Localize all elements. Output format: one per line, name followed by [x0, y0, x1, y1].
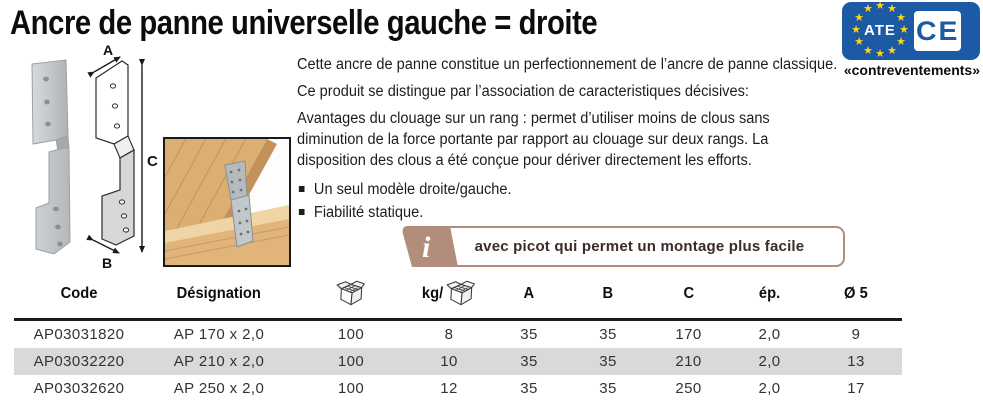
feature-list: [299, 178, 842, 224]
eu-star-icon: ★: [887, 3, 897, 15]
cell-ep: 2,0: [758, 353, 781, 370]
page-title: Ancre de panne universelle gauche = droite: [10, 4, 598, 42]
eu-star-icon: ★: [875, 48, 885, 60]
dimension-drawing: [86, 44, 166, 269]
cell-designation: AP 250 x 2,0: [173, 380, 265, 397]
info-banner-text: avec picot qui permet un montage plus facile: [474, 238, 805, 255]
cell-c: 170: [675, 326, 702, 343]
feature-item: Un seul modèle droite/gauche.: [299, 178, 842, 201]
cell-c: 210: [675, 353, 702, 370]
table-row: [14, 348, 902, 375]
ce-mark: [914, 11, 961, 51]
cell-a: 35: [520, 380, 538, 397]
cell-diameter: 13: [847, 353, 865, 370]
cell-designation: AP 170 x 2,0: [173, 326, 265, 343]
eu-star-icon: ★: [896, 12, 906, 24]
eu-star-icon: ★: [854, 36, 864, 48]
description-block: [297, 54, 842, 224]
ce-label: CE: [915, 15, 960, 46]
eu-star-icon: ★: [863, 3, 873, 15]
dim-label-c: C: [147, 153, 158, 170]
eu-star-icon: ★: [863, 45, 873, 57]
cell-designation: AP 210 x 2,0: [173, 353, 265, 370]
certification-badge: [842, 2, 980, 78]
ate-label: ATE: [864, 22, 896, 39]
cell-qty: 100: [337, 326, 365, 343]
description-line: diminution de la force portante par rapport au clouage sur deux rangs. La: [297, 131, 769, 148]
table-row: [14, 375, 902, 401]
col-header-designation: Désignation: [144, 270, 294, 320]
product-photo: [6, 52, 88, 267]
eu-star-icon: ★: [875, 2, 885, 12]
info-banner-box: [434, 226, 845, 267]
ate-logo: [842, 2, 980, 60]
bullet-square-icon: [299, 209, 305, 215]
description-line: Avantages du clouage sur un rang : permet d’utiliser moins de clous sans: [297, 110, 770, 127]
cell-kg: 8: [444, 326, 454, 343]
col-header-ep: ép.: [729, 270, 810, 320]
cell-kg: 12: [440, 380, 458, 397]
col-header-qty-per-box: [294, 270, 408, 320]
dim-label-a: A: [103, 44, 114, 58]
cell-b: 35: [599, 326, 617, 343]
cell-a: 35: [520, 353, 538, 370]
eu-star-icon: ★: [896, 36, 906, 48]
description-line: disposition des clous a été conçue pour dériver directement les efforts.: [297, 152, 752, 169]
table-header-row: [14, 270, 902, 320]
cell-a: 35: [520, 326, 538, 343]
eu-star-icon: ★: [887, 45, 897, 57]
table-row: [14, 320, 902, 349]
svg-text:i: i: [422, 231, 431, 264]
bullet-square-icon: [299, 186, 305, 192]
cell-code: AP03032620: [33, 380, 125, 397]
cell-ep: 2,0: [758, 380, 781, 397]
feature-item: Fiabilité statique.: [299, 201, 842, 224]
installation-photo: [163, 137, 291, 267]
col-header-c: C: [648, 270, 729, 320]
box-icon: [445, 279, 477, 309]
cell-kg: 10: [440, 353, 458, 370]
eu-star-icon: ★: [899, 24, 909, 36]
cell-b: 35: [599, 353, 617, 370]
eu-star-icon: ★: [854, 12, 864, 24]
col-header-kg-per-box: kg/: [408, 270, 490, 320]
info-icon: [400, 226, 458, 267]
col-header-diameter: Ø 5: [810, 270, 902, 320]
box-icon: [335, 279, 367, 309]
description-paragraph: Ce produit se distingue par l’association de caracteristiques décisives:: [297, 83, 749, 100]
certification-caption: «contreventements»: [843, 62, 980, 78]
cell-c: 250: [675, 380, 702, 397]
cell-qty: 100: [337, 353, 365, 370]
info-banner: [400, 226, 845, 267]
col-header-b: B: [568, 270, 648, 320]
cell-code: AP03031820: [33, 326, 125, 343]
cell-qty: 100: [337, 380, 365, 397]
cell-diameter: 17: [847, 380, 865, 397]
description-paragraph: Cette ancre de panne constitue un perfectionnement de l’ancre de panne classique.: [297, 56, 838, 73]
dim-label-b: B: [102, 255, 113, 269]
col-header-code: Code: [14, 270, 144, 320]
cell-b: 35: [599, 380, 617, 397]
cell-code: AP03032220: [33, 353, 125, 370]
product-table: [14, 270, 902, 401]
col-header-a: A: [490, 270, 568, 320]
eu-star-icon: ★: [851, 24, 861, 36]
cell-ep: 2,0: [758, 326, 781, 343]
cell-diameter: 9: [851, 326, 861, 343]
